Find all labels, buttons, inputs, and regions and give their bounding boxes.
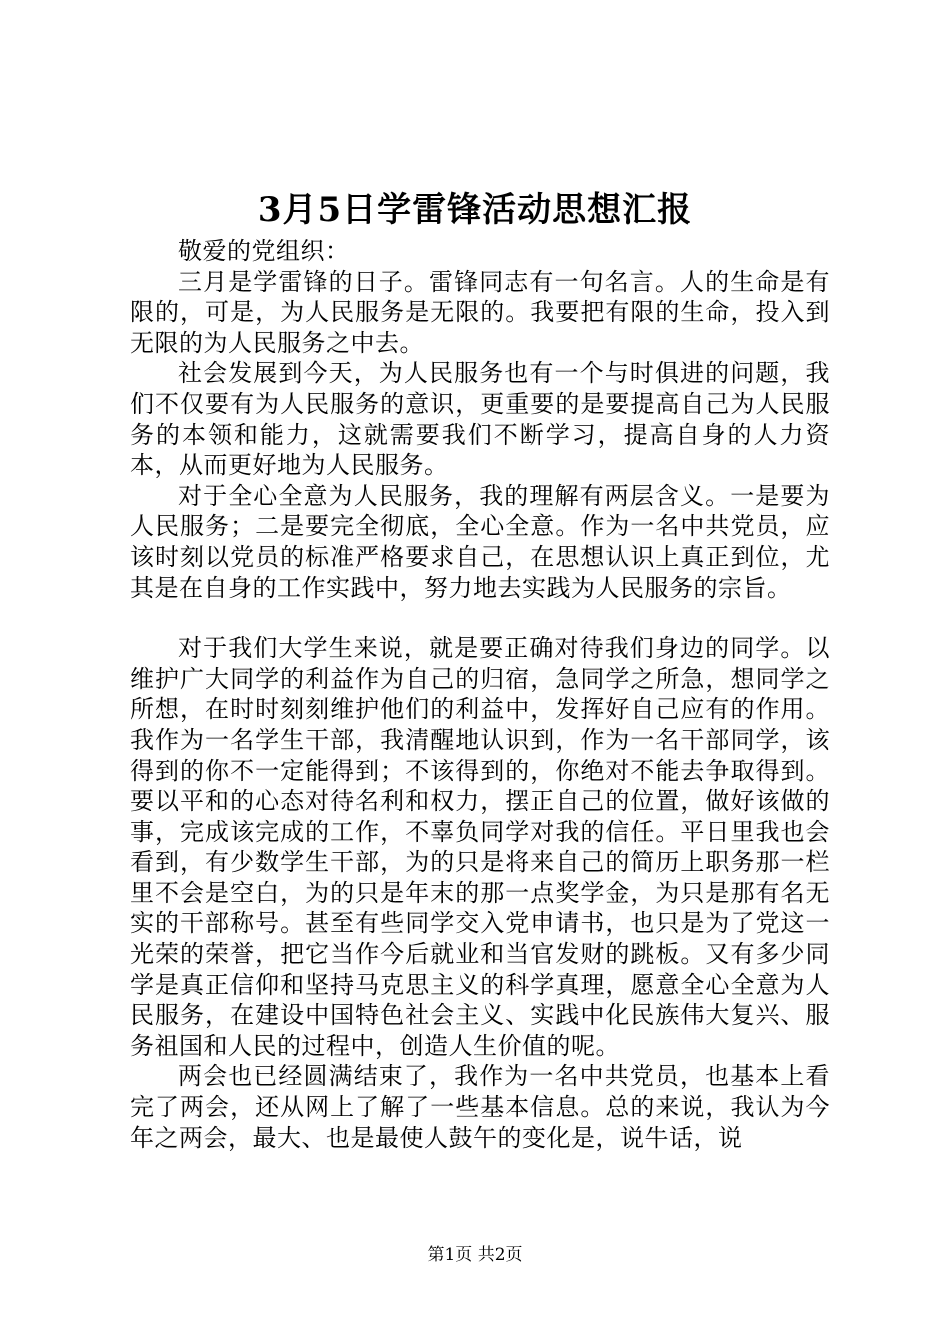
paragraph-4: 对于我们大学生来说，就是要正确对待我们身边的同学。以维护广大同学的利益作为自己的归宿，急同学之所急，想同学之所想，在时时刻刻维护他们的利益中，发挥好自己应有的作用。我作为一名学生干部，我清醒地认识到，作为一名干部同学，该得到的你不一定能得到；不该得到的，你绝对不能去争取得到。要以平和的心态对待名利和权力，摆正自己的位置，做好该做的事，完成该完成的工作，不辜负同学对我的信任。平日里我也会看到，有少数学生干部，为的只是将来自己的简历上职务那一栏里不会是空白，为的只是年末的那一点奖学金，为只是那有名无实的干部称号。甚至有些同学交入党申请书，也只是为了党这一光荣的荣誉，把它当作今后就业和当官发财的跳板。又有多少同学是真正信仰和坚持马克思主义的科学真理，愿意全心全意为人民服务，在建设中国特色社会主义、实践中化民族伟大复兴、服务祖国和人民的过程中，创造人生价值的呢。: [130, 634, 830, 1060]
salutation: 敬爱的党组织：: [178, 237, 350, 265]
page-footer: 第1页 共2页: [427, 1245, 523, 1265]
paragraph-3: 对于全心全意为人民服务，我的理解有两层含义。一是要为人民服务；二是要完全彻底，全心全意。作为一名中共党员，应该时刻以党员的标准严格要求自己，在思想认识上真正到位，尤其是在自身的工作实践中，努力地去实践为人民服务的宗旨。: [130, 481, 830, 602]
paragraph-5: 两会也已经圆满结束了，我作为一名中共党员，也基本上看完了两会，还从网上了解了一些基本信息。总的来说，我认为今年之两会，最大、也是最使人鼓午的变化是，说牛话，说: [130, 1062, 830, 1152]
paragraph-1: 三月是学雷锋的日子。雷锋同志有一句名言。人的生命是有限的，可是，为人民服务是无限的。我要把有限的生命，投入到无限的为人民服务之中去。: [130, 267, 830, 357]
document-body: [130, 236, 830, 1153]
paragraph-2: 社会发展到今天，为人民服务也有一个与时俱进的问题，我们不仅要有为人民服务的意识，更重要的是要提高自己为人民服务的本领和能力，这就需要我们不断学习，提高自身的人力资本，从而更好地为人民服务。: [130, 359, 830, 480]
document-title: 3月5日学雷锋活动思想汇报: [257, 190, 693, 230]
